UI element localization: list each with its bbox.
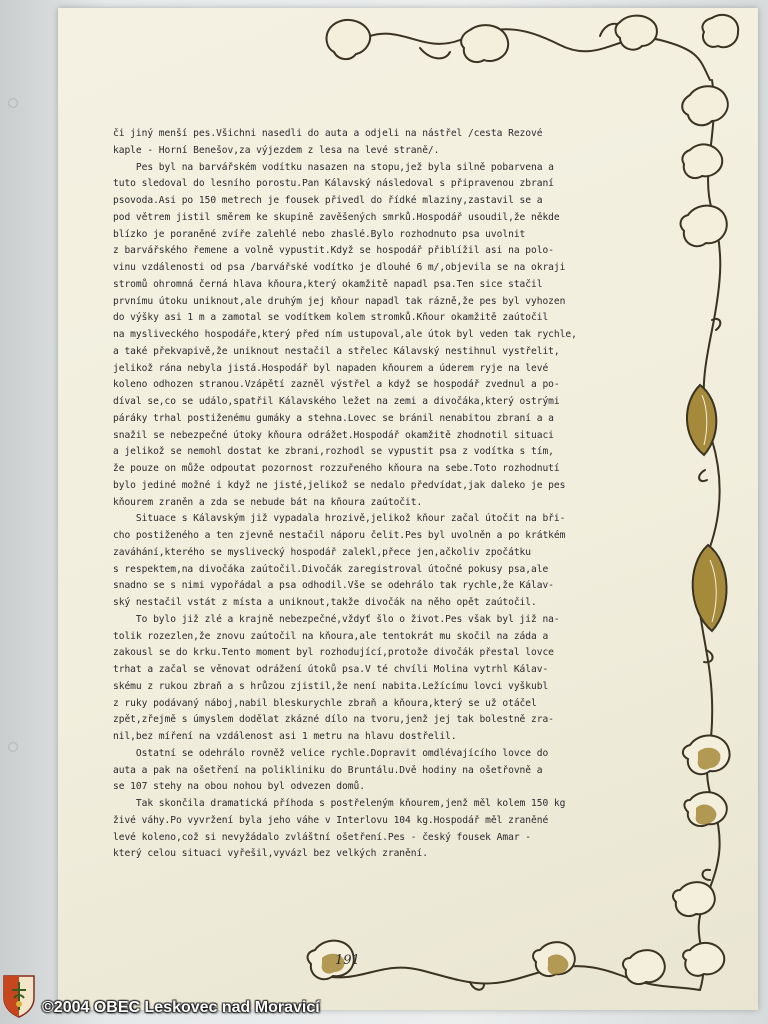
text-line: který celou situaci vyřešil,vyvázl bez velkých zranění. — [113, 848, 428, 860]
text-line: auta a pak na ošetření na polikliniku do Bruntálu.Dvě hodiny na ošetřovně a — [113, 764, 543, 776]
text-line: z barvářského řemene a volně vypustit.Když se hospodář přiblížil asi na polo- — [113, 245, 554, 257]
text-line: tolik rozezlen,že znovu zaútočil na kňoura,ale tentokrát mu skočil na záda a — [113, 630, 549, 642]
text-line: Situace s Kálavským již vypadala hrozivě,jelikož kňour začal útočit na bři- — [113, 513, 566, 525]
text-line: bylo jediné možné i když ne jisté,jelikož se nedalo předvídat,jak daleko je pes — [113, 479, 566, 491]
text-line: kňourem zraněn a zda se nebude bát na kňoura zaútočit. — [113, 496, 423, 508]
typewritten-text — [113, 126, 661, 863]
text-line: cho postiženého a ten zjevně nestačil náporu čelit.Pes byl uvolněn a po krátkém — [113, 530, 566, 541]
text-line: Tak skončila dramatická příhoda s postřeleným kňourem,jenž měl kolem 150 kg — [113, 798, 566, 809]
text-line: z ruky podávaný náboj,nabil bleskurychle zbraň a kňoura,který se už otáčel — [113, 697, 537, 709]
text-line: snažil se nebezpečné útoky kňoura odrážet.Hospodář okamžitě zhodnotil situaci — [113, 429, 554, 441]
text-line: jelikož rána nebyla jistá.Hospodář byl napaden kňourem a úderem ryje na levé — [113, 362, 549, 374]
footer — [0, 996, 768, 1024]
text-line: vinu vzdálenosti od psa /barvářské vodítko je dlouhé 6 m/,objevila se na okraji — [113, 262, 566, 273]
text-line: a také překvapivě,že uniknout nestačil a střelec Kálavský nestihnul vystřelit, — [113, 345, 560, 357]
text-line: zakousl se do krku.Tento moment byl rozhodující,protože divočák přestal lovce — [113, 647, 554, 659]
text-line: pod větrem jistil směrem ke skupině zavěšených smrků.Hospodář usoudil,že někde — [113, 211, 560, 223]
text-line: se 107 stehy na obou nohou byl odvezen domů. — [113, 781, 365, 793]
text-line: trhat a začal se věnovat odrážení útoků psa.V té chvíli Molina vytrhl Kálav- — [113, 664, 549, 675]
text-line: díval se,co se událo,spatřil Kálavského ležet na zemi a divočáka,který ostrými — [113, 396, 560, 407]
text-line: ský nestačil vstát z místa a uniknout,takže divočák na něho opět zaútočil. — [113, 597, 537, 608]
text-line: prvnímu útoku uniknout,ale druhým jej kňour napadl tak rázně,že pes byl vyhozen — [113, 295, 566, 307]
text-line: Ostatní se odehrálo rovněž velice rychle.Dopravit omdlévajícího lovce do — [113, 747, 549, 759]
text-line: páráky trhal postiženému gumáky a stehna.Lovec se bránil nenabitou zbraní a a — [113, 412, 554, 424]
text-line: živé váhy.Po vyvržení byla jeho váhe v Interlovu 104 kg.Hospodář měl zraněné — [113, 814, 549, 826]
text-line: že pouze on může odpoutat pozornost rozzuřeného kňoura na sebe.Toto rozhodnutí — [113, 463, 560, 474]
text-line: a jelikož se nemohl dostat ke zbrani,rozhodl se vypustit psa z vodítka s tím, — [113, 446, 554, 458]
text-line: koleno odhozen stranou.Vzápětí zazněl výstřel a když se hospodář zvednul a po- — [113, 379, 560, 391]
text-line: tuto sledoval do lesního porostu.Pan Kálavský následoval s připravenou zbraní — [113, 178, 554, 190]
copyright-text: ©2004 OBEC Leskovec nad Moravicí — [42, 999, 320, 1016]
page-number: 191 — [335, 953, 360, 968]
text-line: stromů ohromná černá hlava kňoura,který okamžitě napadl psa.Ten sice stačil — [113, 278, 543, 290]
text-line: nil,bez míření na vzdálenost asi 1 metru na hlavu dostřelil. — [113, 731, 457, 742]
text-line: To bylo již zlé a krajně nebezpečné,vždyť šlo o život.Pes však byl již na- — [113, 613, 560, 625]
text-line: skému z rukou zbraň a s hrůzou zjistil,že není nabita.Ležícímu lovci vyškubl — [113, 680, 549, 692]
municipal-coat-of-arms-icon — [2, 974, 36, 1018]
text-line: blízko je poraněné zvíře zalehlé nebo zhaslé.Bylo rozhodnuto psa uvolnit — [113, 228, 526, 240]
text-line: zpět,zřejmě s úmyslem dodělat zkázné dílo na tvoru,jenž jej tak bolestně zra- — [113, 714, 554, 726]
text-line: či jiný menší pes.Všichni nasedli do auta a odjeli na nástřel /cesta Rezové — [113, 128, 543, 139]
text-line: Pes byl na barvářském vodítku nasazen na stopu,jež byla silně pobarvena a — [113, 161, 554, 173]
text-line: psovoda.Asi po 150 metrech je fousek přivedl do řídké mlaziny,zastavil se a — [113, 195, 543, 206]
text-line: levé koleno,což si nevyžádalo zvláštní ošetření.Pes - český fousek Amar - — [113, 831, 531, 843]
text-line: s respektem,na divočáka zaútočil.Divočák zaregistroval útočné pokusy psa,ale — [113, 563, 549, 575]
text-line: do výšky asi 1 m a zamotal se vodítkem kolem stromků.Kňour okamžitě zaútočil — [113, 312, 549, 324]
text-line: na mysliveckého hospodáře,který před ním ustupoval,ale útok byl veden tak rychle, — [113, 329, 577, 340]
text-line: snadno se s nimi vypořádal a psa odhodil.Vše se odehrálo tak rychle,že Kálav- — [113, 580, 554, 592]
text-line: kaple - Horní Benešov,za výjezdem z lesa na levé straně/. — [113, 144, 440, 156]
text-line: zaváhání,kterého se myslivecký hospodář zalekl,přece jen,ačkoliv zpočátku — [113, 546, 531, 558]
